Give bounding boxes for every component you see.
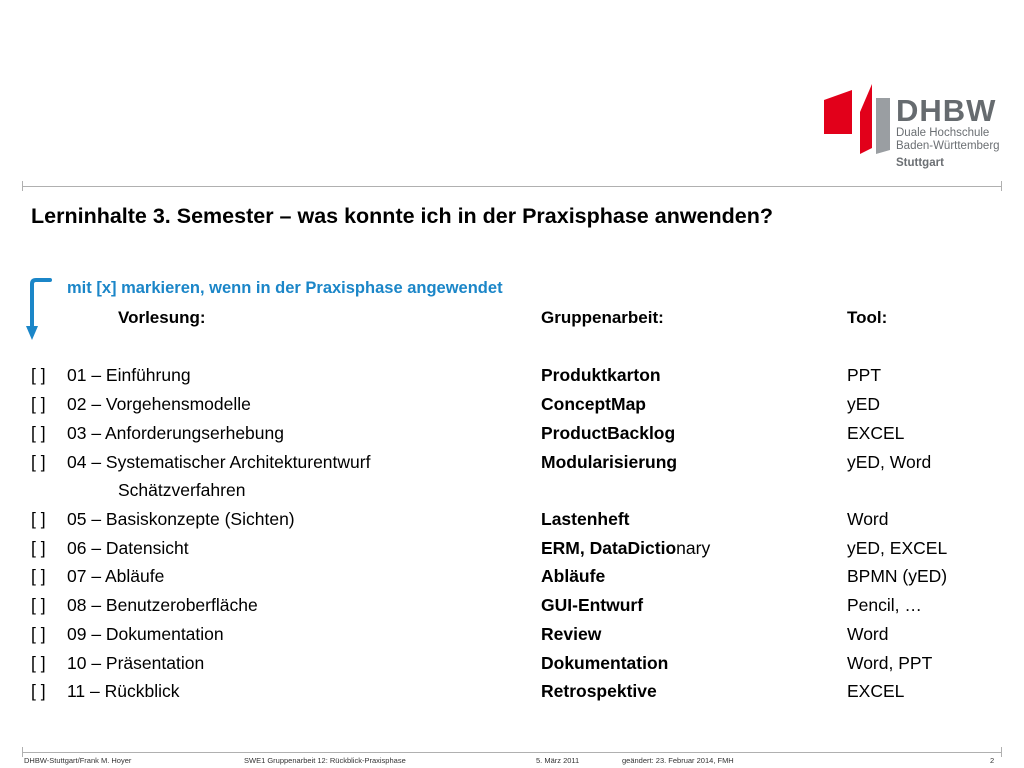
group-cell: Produktkarton [541,365,661,385]
tool-cell: EXCEL [847,681,905,701]
lecture-cell: 05 – Basiskonzepte (Sichten) [67,509,295,529]
table-row [0,509,1024,537]
footer-changed: geändert: 23. Februar 2014, FMH [622,756,734,765]
logo-name: DHBW [896,93,997,128]
checkbox-bracket[interactable]: [ ] [31,595,46,615]
lecture-cell: 01 – Einführung [67,365,191,385]
footer-page-number: 2 [990,756,995,765]
checkbox-bracket[interactable]: [ ] [31,653,46,673]
tool-cell: BPMN (yED) [847,566,948,586]
table-row [0,423,1024,451]
lecture-cell: 10 – Präsentation [67,653,205,673]
group-cell: Dokumentation [541,653,669,673]
logo-red-shape-left [824,90,852,134]
header-group: Gruppenarbeit: [541,308,664,327]
logo-red-shape-right [860,84,872,154]
group-cell: Review [541,624,602,644]
table-row [0,681,1024,709]
group-cell: ERM, DataDictionary [541,538,711,558]
tool-cell: EXCEL [847,423,905,443]
bent-arrow-icon [26,276,56,346]
checkbox-bracket[interactable]: [ ] [31,509,46,529]
lecture-cell: 04 – Systematischer Architekturentwurf [67,452,371,472]
lecture-cell: 06 – Datensicht [67,538,189,558]
lecture-cell: 11 – Rückblick [67,681,180,701]
tool-cell: yED, EXCEL [847,538,948,558]
instruction-hint: mit [x] markieren, wenn in der Praxisphase angewendet [67,279,503,297]
dhbw-logo-text [896,95,1000,170]
group-cell: Retrospektive [541,681,657,701]
tool-cell: Word [847,509,889,529]
lecture-subitem: Schätzverfahren [118,480,246,500]
checkbox-bracket[interactable]: [ ] [31,566,46,586]
top-divider-tick-left [22,181,23,191]
lecture-cell: 08 – Benutzeroberfläche [67,595,258,615]
footer-author: DHBW-Stuttgart/Frank M. Hoyer [24,756,132,765]
checkbox-bracket[interactable]: [ ] [31,365,46,385]
checkbox-bracket[interactable]: [ ] [31,538,46,558]
bottom-divider-tick-right [1001,747,1002,757]
tool-cell: PPT [847,365,882,385]
table-row [0,653,1024,681]
tool-cell: Pencil, … [847,595,922,615]
lecture-cell: 09 – Dokumentation [67,624,224,644]
slide-title: Lerninhalte 3. Semester – was konnte ich in der Praxisphase anwenden? [31,204,774,228]
lecture-cell: 02 – Vorgehensmodelle [67,394,251,414]
table-row [0,595,1024,623]
top-divider-tick-right [1001,181,1002,191]
checkbox-bracket[interactable]: [ ] [31,681,46,701]
table-row [0,452,1024,480]
footer-course: SWE1 Gruppenarbeit 12: Rückblick-Praxisphase [244,756,406,765]
top-divider [22,186,1002,187]
table-row [0,566,1024,594]
bottom-divider-tick-left [22,747,23,757]
lecture-cell: 03 – Anforderungserhebung [67,423,284,443]
group-cell: Lastenheft [541,509,630,529]
group-cell: GUI-Entwurf [541,595,644,615]
table-row [0,365,1024,393]
checkbox-bracket[interactable]: [ ] [31,624,46,644]
bottom-divider [22,752,1002,753]
header-lecture: Vorlesung: [118,308,206,327]
checkbox-bracket[interactable]: [ ] [31,394,46,414]
tool-cell: yED [847,394,881,414]
table-row [0,538,1024,566]
group-cell: Abläufe [541,566,606,586]
tool-cell: yED, Word [847,452,932,472]
checkbox-bracket[interactable]: [ ] [31,452,46,472]
group-cell: ConceptMap [541,394,646,414]
table-row [0,394,1024,422]
checkbox-bracket[interactable]: [ ] [31,423,46,443]
lecture-cell: 07 – Abläufe [67,566,165,586]
logo-city: Stuttgart [896,157,944,169]
logo-line-1: Duale Hochschule [896,127,990,139]
tool-cell: Word, PPT [847,653,933,673]
logo-line-2: Baden-Württemberg [896,140,1000,152]
tool-cell: Word [847,624,889,644]
header-tool: Tool: [847,308,888,327]
footer-date: 5. März 2011 [536,756,580,765]
logo-gray-shape [876,98,890,154]
group-cell: Modularisierung [541,452,678,472]
group-cell: ProductBacklog [541,423,676,443]
table-row [0,624,1024,652]
